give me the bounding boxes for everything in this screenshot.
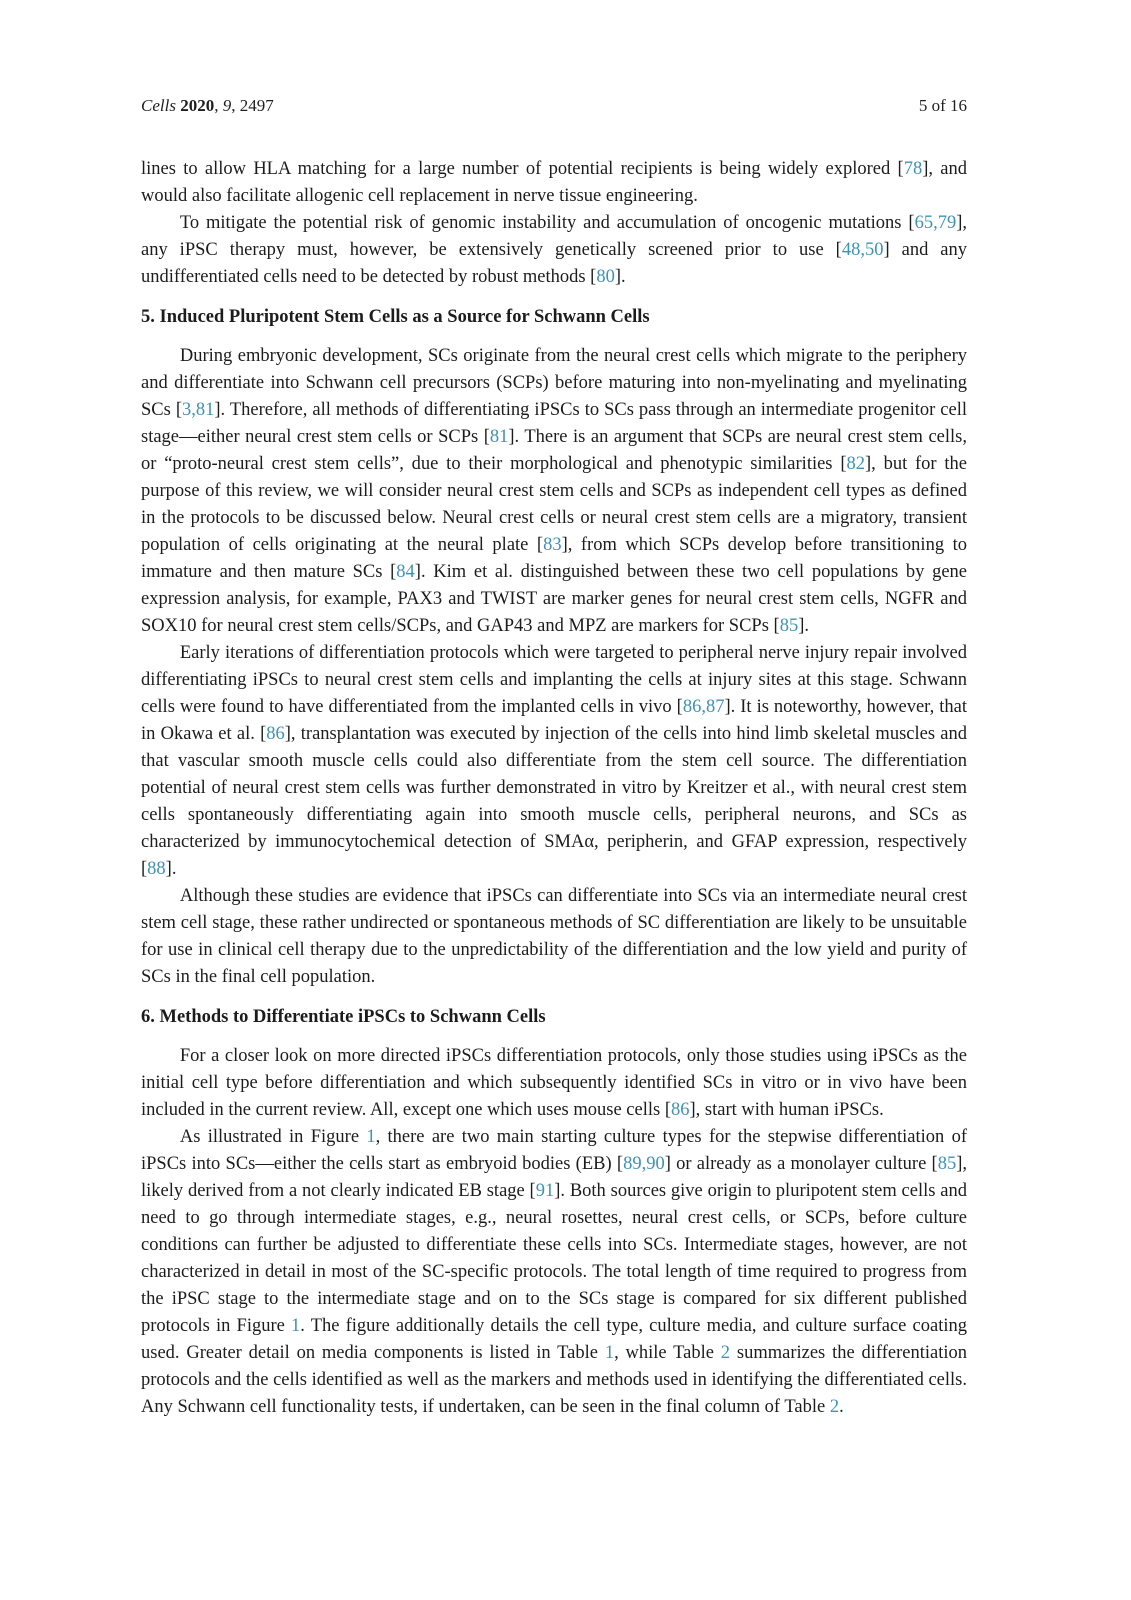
citation-link[interactable]: 1 <box>366 1127 376 1147</box>
citation-link[interactable]: 80 <box>596 267 615 287</box>
citation-link[interactable]: 89,90 <box>623 1154 665 1174</box>
citation-link[interactable]: 82 <box>846 454 865 474</box>
paragraph: During embryonic development, SCs originate from the neural crest cells which migrate to the periphery and differentiate into Schwann cell precursors (SCPs) before maturing into non-myelinating and myelinating SCs [3,81]. Therefore, all methods of differentiating iPSCs to SCs pass through an intermediate progenitor cell stage—either neural crest stem cells or SCPs [81]. There is an argument that SCPs are neural crest stem cells, or “proto-neural crest stem cells”, due to their morphological and phenotypic similarities [82], but for the purpose of this review, we will consider neural crest stem cells and SCPs as independent cell types as defined in the protocols to be discussed below. Neural crest cells or neural crest stem cells are a migratory, transient population of cells originating at the neural plate [83], from which SCPs develop before transitioning to immature and then mature SCs [84]. Kim et al. distinguished between these two cell populations by gene expression analysis, for example, PAX3 and TWIST are marker genes for neural crest stem cells, NGFR and SOX10 for neural crest stem cells/SCPs, and GAP43 and MPZ are markers for SCPs [85]. <box>141 346 967 636</box>
citation-link[interactable]: 86,87 <box>682 697 725 717</box>
journal-citation: Cells 2020, 9, 2497 <box>141 96 274 115</box>
page-number: 5 of 16 <box>918 96 967 115</box>
italic-text: Cells <box>141 96 176 115</box>
section-heading: 6. Methods to Differentiate iPSCs to Schwann Cells <box>141 1007 546 1027</box>
paragraph: lines to allow HLA matching for a large number of potential recipients is being widely explored [78], and would also facilitate allogenic cell replacement in nerve tissue engineering. <box>141 159 967 206</box>
italic-text: 9 <box>222 96 232 115</box>
citation-link[interactable]: 83 <box>543 535 562 555</box>
citation-link[interactable]: 86 <box>671 1100 690 1120</box>
citation-link[interactable]: 88 <box>147 859 166 879</box>
page-body <box>141 156 967 1421</box>
citation-link[interactable]: 1 <box>291 1316 301 1336</box>
citation-link[interactable]: 91 <box>535 1181 555 1201</box>
citation-link[interactable]: 48,50 <box>841 240 884 260</box>
section-heading: 5. Induced Pluripotent Stem Cells as a Source for Schwann Cells <box>141 307 650 327</box>
citation-link[interactable]: 1 <box>604 1343 615 1363</box>
citation-link[interactable]: 65,79 <box>914 213 957 233</box>
citation-link[interactable]: 3,81 <box>182 400 215 420</box>
citation-link[interactable]: 81 <box>489 427 509 447</box>
paragraph: For a closer look on more directed iPSCs differentiation protocols, only those studies using iPSCs as the initial cell type before differentiation and which subsequently identified SCs in vitro or in vivo have been included in the current review. All, except one which uses mouse cells [86], start with human iPSCs. <box>141 1046 967 1120</box>
paragraph: To mitigate the potential risk of genomic instability and accumulation of oncogenic mutations [65,79], any iPSC therapy must, however, be extensively genetically screened prior to use [48,50] and any undifferentiated cells need to be detected by robust methods [80]. <box>141 213 967 287</box>
citation-link[interactable]: 86 <box>266 724 285 744</box>
running-head <box>141 96 967 116</box>
bold-text: 2020 <box>180 96 215 115</box>
citation-link[interactable]: 84 <box>396 562 415 582</box>
paragraph: Although these studies are evidence that iPSCs can differentiate into SCs via an intermediate neural crest stem cell stage, these rather undirected or spontaneous methods of SC differentiation are likely to be unsuitable for use in clinical cell therapy due to the unpredictability of the differentiation and the low yield and purity of SCs in the final cell population. <box>141 886 967 987</box>
paragraph: As illustrated in Figure 1, there are two main starting culture types for the stepwise differentiation of iPSCs into SCs—either the cells start as embryoid bodies (EB) [89,90] or already as a monolayer culture [85], likely derived from a not clearly indicated EB stage [91]. Both sources give origin to pluripotent stem cells and need to go through intermediate stages, e.g., neural rosettes, neural crest cells, or SCPs, before culture conditions can further be adjusted to differentiate these cells into SCs. Intermediate stages, however, are not characterized in detail in most of the SC-specific protocols. The total length of time required to progress from the iPSC stage to the intermediate stage and on to the SCs stage is compared for six different published protocols in Figure 1. The figure additionally details the cell type, culture media, and culture surface coating used. Greater detail on media components is listed in Table 1, while Table 2 summarizes the differentiation protocols and the cells identified as well as the markers and methods used in identifying the differentiated cells. Any Schwann cell functionality tests, if undertaken, can be seen in the final column of Table 2. <box>141 1127 967 1417</box>
citation-link[interactable]: 2 <box>829 1397 840 1417</box>
citation-link[interactable]: 85 <box>779 616 799 636</box>
paragraph: Early iterations of differentiation protocols which were targeted to peripheral nerve injury repair involved differentiating iPSCs to neural crest stem cells and implanting the cells at injury sites at this stage. Schwann cells were found to have differentiated from the implanted cells in vivo [86,87]. It is noteworthy, however, that in Okawa et al. [86], transplantation was executed by injection of the cells into hind limb skeletal muscles and that vascular smooth muscle cells could also differentiate from the stem cell source. The differentiation potential of neural crest stem cells was further demonstrated in vitro by Kreitzer et al., with neural crest stem cells spontaneously differentiating again into smooth muscle cells, peripheral neurons, and SCs as characterized by immunocytochemical detection of SMAα, peripherin, and GFAP expression, respectively [88]. <box>141 643 967 879</box>
citation-link[interactable]: 78 <box>903 159 923 179</box>
citation-link[interactable]: 2 <box>720 1343 731 1363</box>
citation-link[interactable]: 85 <box>937 1154 957 1174</box>
